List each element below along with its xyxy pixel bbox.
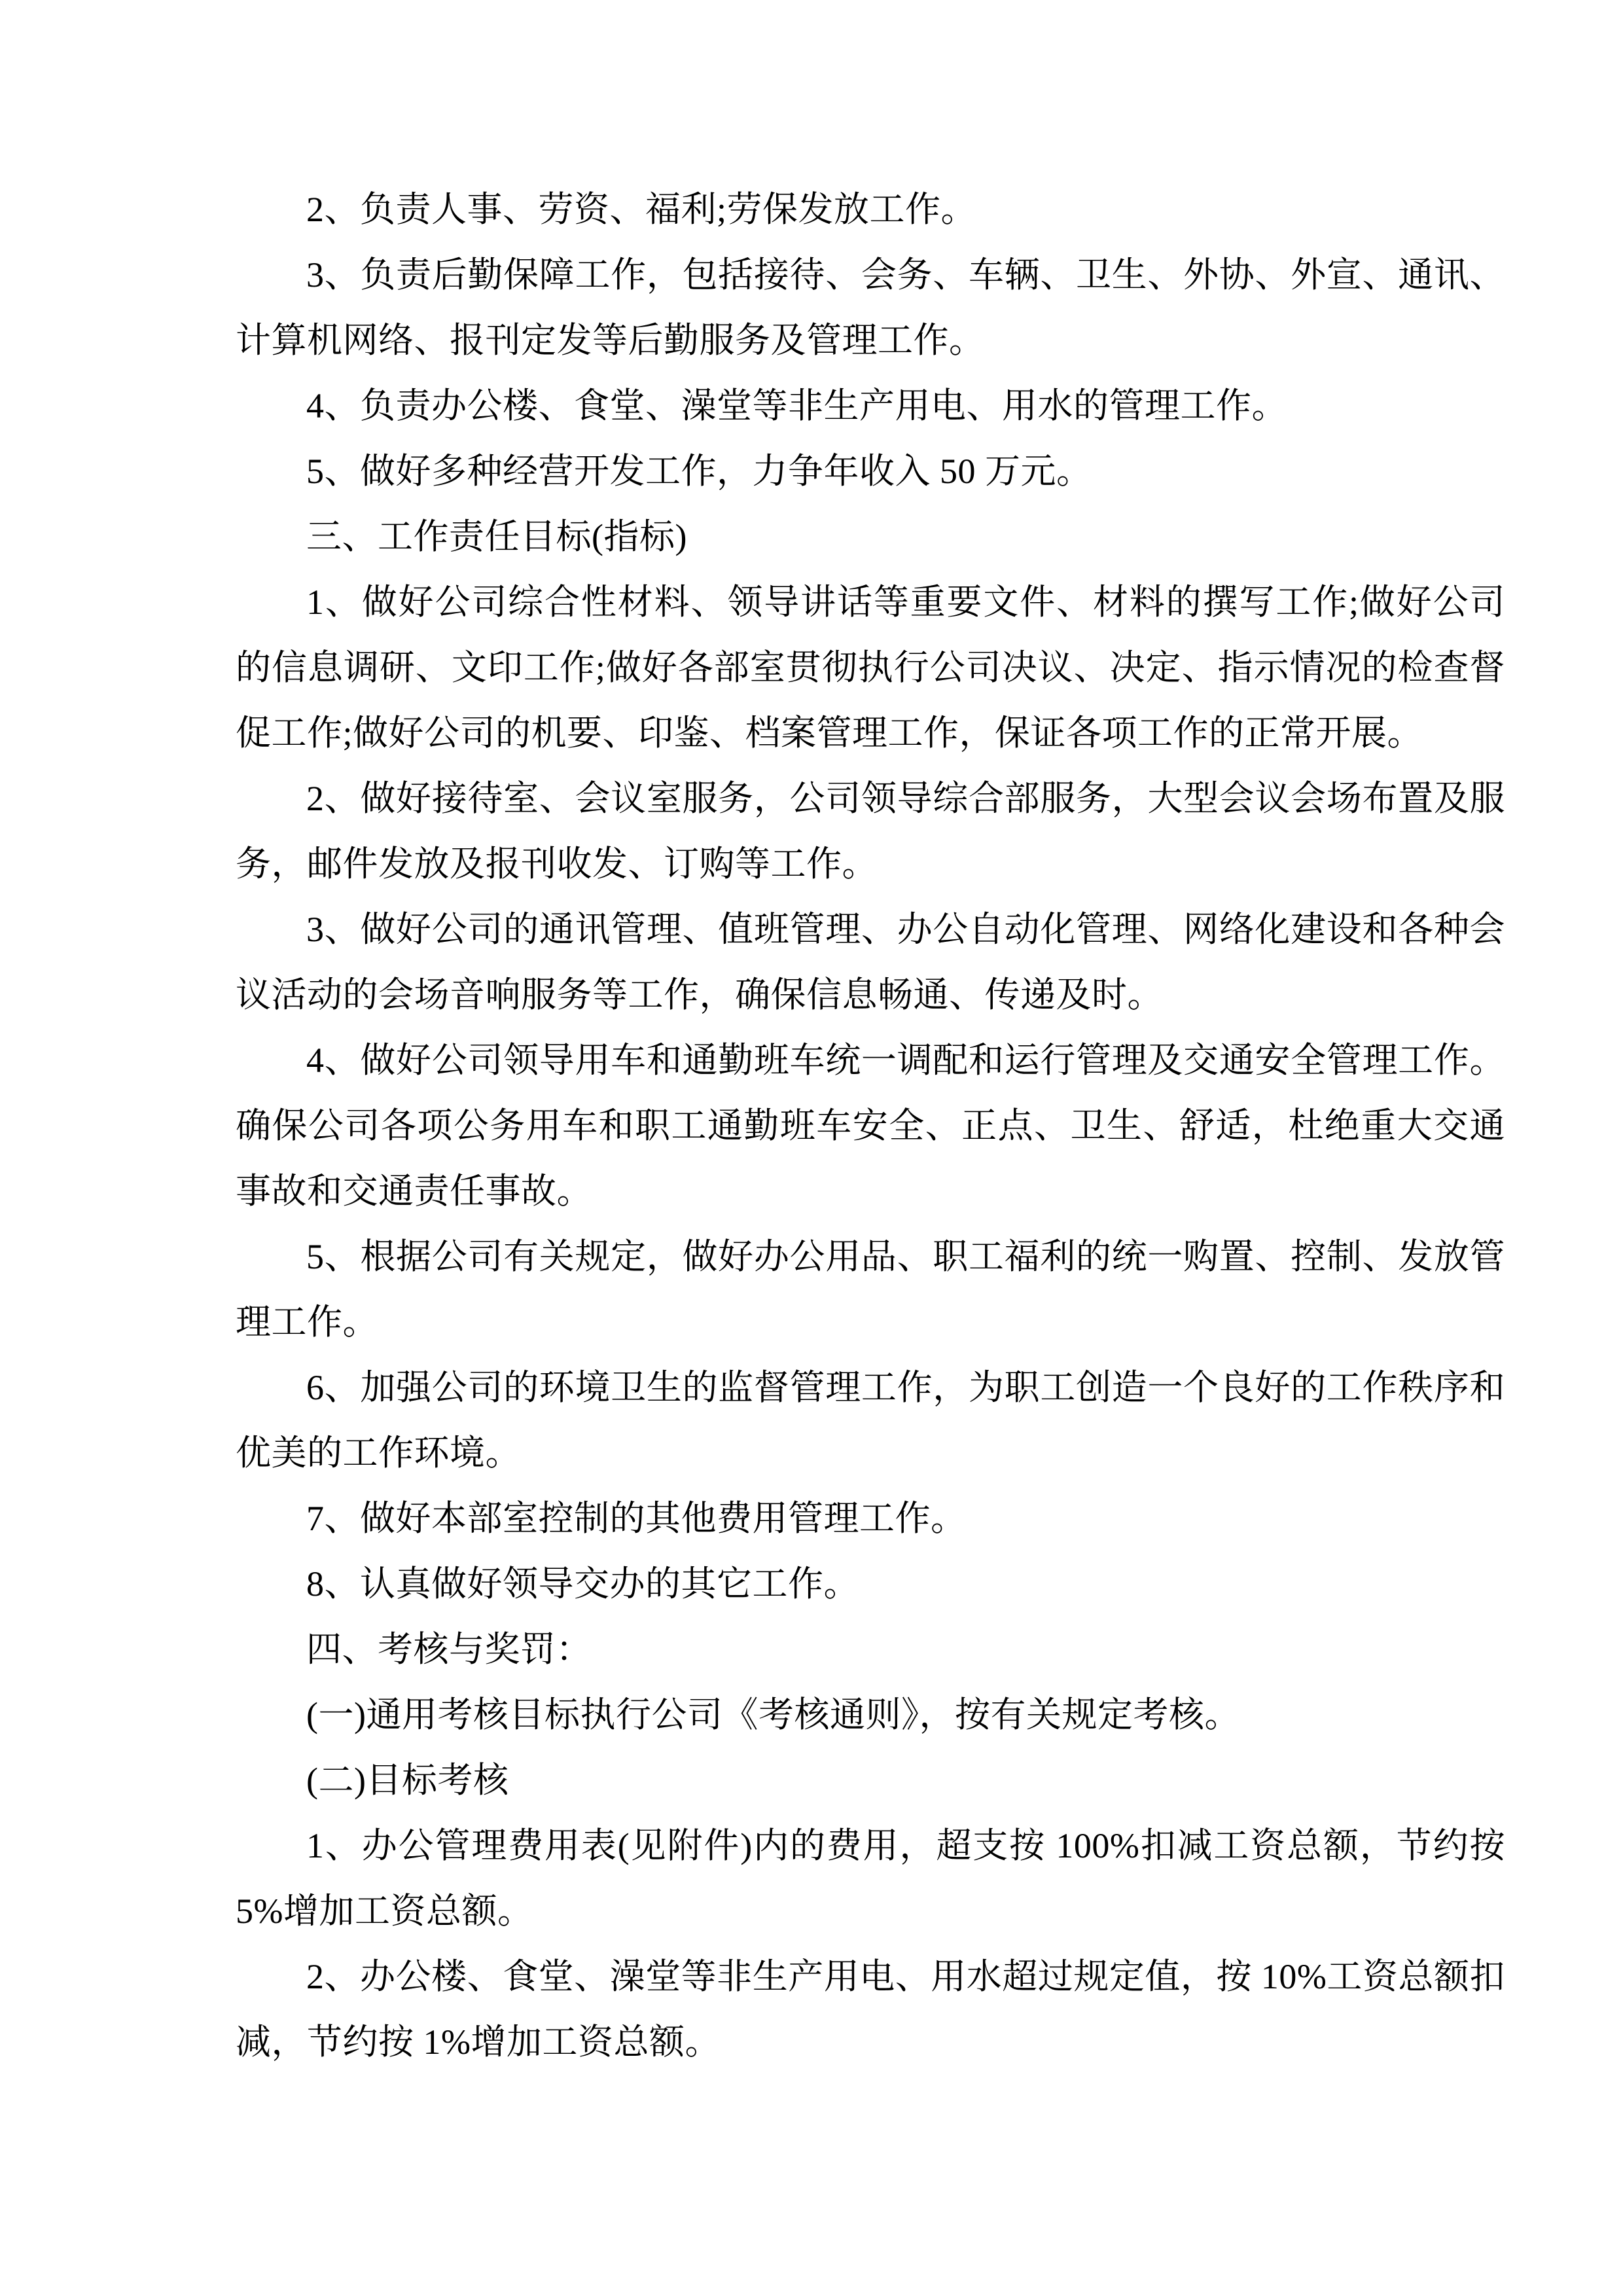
- paragraph: 1、办公管理费用表(见附件)内的费用，超支按 100%扣减工资总额，节约按 5%增加工资总额。: [236, 1826, 1505, 1931]
- paragraph: 2、做好接待室、会议室服务，公司领导综合部服务，大型会议会场布置及服务，邮件发放及报刊收发、订购等工作。: [236, 779, 1505, 884]
- section-heading: 三、工作责任目标(指标): [306, 517, 687, 556]
- paragraph: 2、办公楼、食堂、澡堂等非生产用电、用水超过规定值，按 10%工资总额扣减，节约按 1%增加工资总额。: [236, 1957, 1505, 2062]
- paragraph: 7、做好本部室控制的其他费用管理工作。: [306, 1499, 967, 1538]
- paragraph: 8、认真做好领导交办的其它工作。: [306, 1564, 859, 1604]
- paragraph: 2、负责人事、劳资、福利;劳保发放工作。: [306, 190, 977, 229]
- paragraph: 3、负责后勤保障工作，包括接待、会务、车辆、卫生、外协、外宣、通讯、计算机网络、报刊定发等后勤服务及管理工作。: [236, 255, 1505, 360]
- paragraph: 5、做好多种经营开发工作，力争年收入 50 万元。: [306, 452, 1092, 491]
- paragraph: 5、根据公司有关规定，做好办公用品、职工福利的统一购置、控制、发放管理工作。: [236, 1237, 1505, 1342]
- paragraph: (一)通用考核目标执行公司《考核通则》，按有关规定考核。: [306, 1695, 1240, 1734]
- paragraph: 6、加强公司的环境卫生的监督管理工作，为职工创造一个良好的工作秩序和优美的工作环境。: [236, 1368, 1505, 1473]
- paragraph: 4、负责办公楼、食堂、澡堂等非生产用电、用水的管理工作。: [306, 386, 1287, 425]
- document-body: [236, 177, 1505, 2075]
- paragraph: (二)目标考核: [306, 1761, 509, 1800]
- paragraph: 4、做好公司领导用车和通勤班车统一调配和运行管理及交通安全管理工作。确保公司各项公务用车和职工通勤班车安全、正点、卫生、舒适，杜绝重大交通事故和交通责任事故。: [236, 1041, 1505, 1211]
- paragraph: 3、做好公司的通讯管理、值班管理、办公自动化管理、网络化建设和各种会议活动的会场音响服务等工作，确保信息畅通、传递及时。: [236, 910, 1505, 1014]
- paragraph: 1、做好公司综合性材料、领导讲话等重要文件、材料的撰写工作;做好公司的信息调研、文印工作;做好各部室贯彻执行公司决议、决定、指示情况的检查督促工作;做好公司的机要、印鉴、档案管理工作，保证各项工作的正常开展。: [236, 583, 1505, 753]
- section-heading: 四、考核与奖罚：: [306, 1630, 592, 1669]
